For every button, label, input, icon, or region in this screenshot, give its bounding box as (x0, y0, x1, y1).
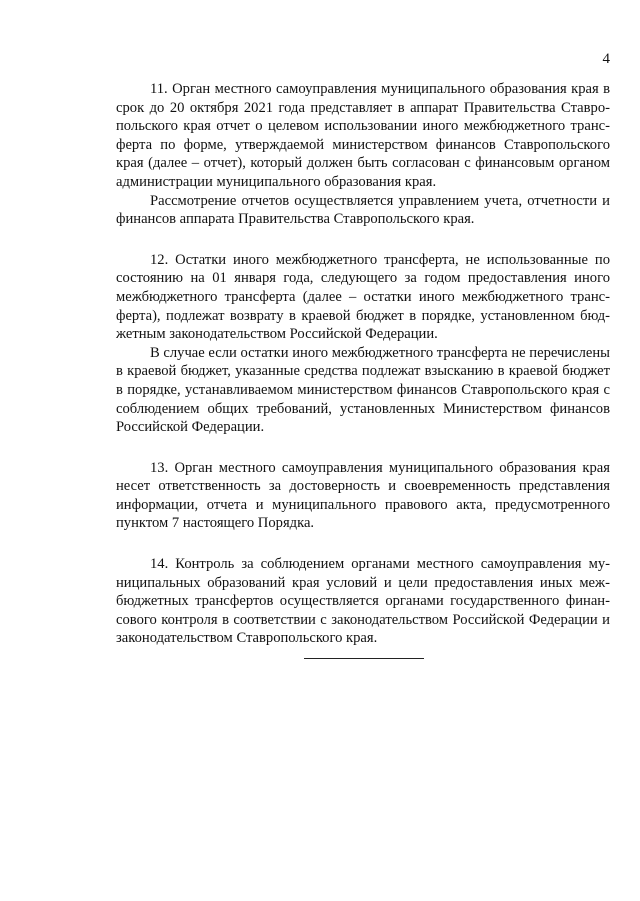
paragraph: 12. Остатки иного межбюджетного трансферта, не использованные по состоянию на 01 января года, следующего за годом предоставления иного межбюджетного трансферта (далее – остатки иного межбюджетного трансферта), подлежат возврату в краевой бюджет в порядке, установленном бюджетным законодательством Российской Федерации. (116, 251, 610, 343)
end-divider-line (304, 658, 424, 659)
section-14 (116, 555, 610, 648)
paragraph: 11. Орган местного самоуправления муниципального образования края в срок до 20 октября 2021 года представляет в аппарат Правительства Ставропольского края отчет о целевом использовании иного межбюджетного трансферта по форме, утверждаемой министерством финансов Ставропольского края (далее – отчет), который должен быть согласован с финансовым органом администрации муниципального образования края. (116, 81, 610, 190)
paragraph: 14. Контроль за соблюдением органами местного самоуправления муниципальных образований края условий и цели предоставления иных межбюджетных трансфертов осуществляется органами государственного финансового контроля в соответствии с законодательством Российской Федерации и законодательством Ставропольского края. (116, 556, 610, 647)
paragraph: Рассмотрение отчетов осуществляется управлением учета, отчетности и финансов аппарата Правительства Ставропольского края. (116, 192, 610, 228)
section-12 (116, 251, 610, 437)
page-number: 4 (602, 51, 610, 67)
section-13 (116, 459, 610, 533)
paragraph: В случае если остатки иного межбюджетного трансферта не перечислены в краевой бюджет, указанные средства подлежат взысканию в краевой бюджет в порядке, устанавливаемом министерством финансов Ставропольского края с соблюдением общих требований, установленных Министерством финансов Российской Федерации. (116, 344, 610, 436)
document-body (116, 80, 610, 670)
section-11 (116, 80, 610, 229)
paragraph: 13. Орган местного самоуправления муниципального образования края несет ответственность за достоверность и своевременность представления информации, отчета и муниципального правового акта, предусмотренного пунктом 7 настоящего Порядка. (116, 459, 610, 532)
